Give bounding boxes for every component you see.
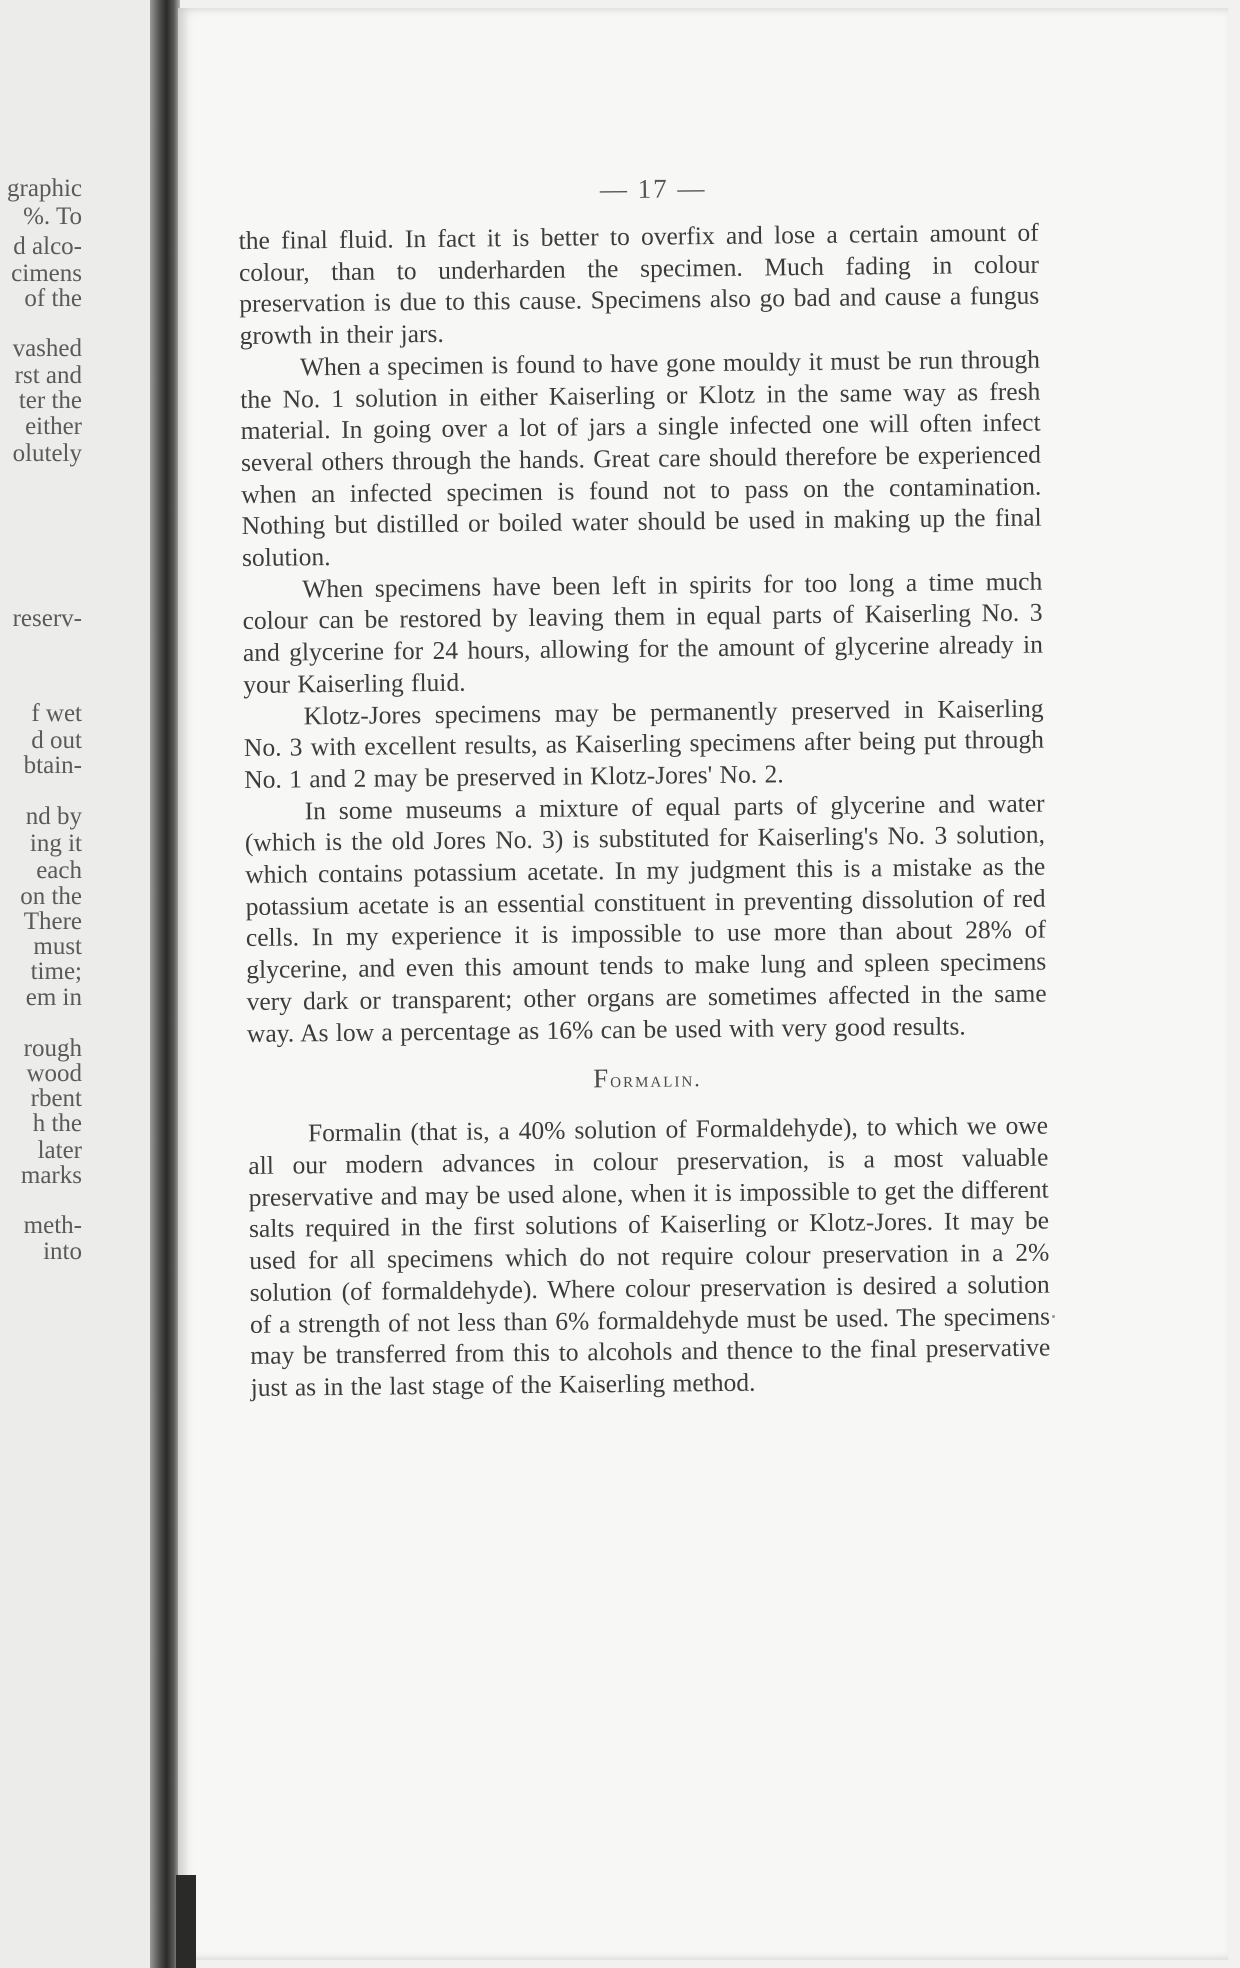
facing-page-fragment: into [43,1238,82,1265]
paragraph: the final fluid. In fact it is better to overfix and lose a certain amount of colour, than to underharden the specimen. Much fading in colour preservation is due to this cause. Specimens also go bad and cause a fungus growth in their jars. [238,217,1040,351]
paragraph: Formalin (that is, a 40% solution of Formaldehyde), to which we owe all our modern advances in colour preservation, is a most valuable preservative and may be used alone, when it is impossible to get the different salts required in the first solutions of Kaiserling or Klotz-Jores. It may be used for all specimens which do not require colour preservation in a 2% solution (of formaldehyde). Where colour preservation is desired a solution of a strength of not less than 6% formaldehyde must be used. The specimens may be transferred from this to alcohols and thence to the final preservative just as in the last stage of the Kaiserling method. [248,1110,1051,1402]
binding-edge [176,1875,196,1968]
facing-page-fragment: ing it [29,830,82,857]
facing-page-fragment: vashed [12,335,82,362]
facing-page-fragment: h the [32,1110,82,1137]
facing-page-fragment: rbent [30,1085,82,1112]
paragraph: In some museums a mixture of equal parts of glycerine and water (which is the old Jores No. 3) is substituted for Kaiserling's No. 3 solution, which contains potassium acetate. In my judgment this is a mistake as the potassium acetate is an essential constituent in preventing dissolution of red cells. In my experience it is impossible to use more than about 28% of glycerine, and even this amount tends to make lung and spleen specimens very dark or transparent; other organs are sometimes affected in the same way. As low a percentage as 16% can be used with very good results. [244,788,1047,1048]
facing-page-fragment: cimens [11,260,82,287]
paragraph: When specimens have been left in spirits for too long a time much colour can be restored by leaving them in equal parts of Kaiserling No. 3 and glycerine for 24 hours, allowing for the amount of glycerine already in your Kaiserling fluid. [242,566,1044,699]
facing-page-fragment: time; [30,958,82,985]
facing-page-fragment: wood [26,1060,82,1087]
facing-page-fragment: olutely [12,440,82,467]
facing-page-fragment: each [36,857,82,884]
paper-speck [1052,1315,1055,1318]
page-text-block [238,170,1051,1404]
paragraph: Klotz-Jores specimens may be permanently preserved in Kaiserling No. 3 with excellent results, as Kaiserling specimens after being put through No. 1 and 2 may be preserved in Klotz-Jores' No. 2. [243,693,1045,794]
facing-page-fragment: later [37,1137,82,1164]
facing-page-fragment: rst and [14,362,82,389]
facing-page [0,0,156,1968]
section-heading: Formalin. [593,1063,702,1094]
book-page [178,8,1228,1960]
paragraph: When a specimen is found to have gone mouldy it must be run through the No. 1 solution in either Kaiserling or Klotz in the same way as fresh material. In going over a lot of jars a single infected one will often infect several others through the hands. Great care should therefore be experienced when an infected specimen is found not to pass on the contamination. Nothing but distilled or boiled water should be used in making up the final solution. [240,344,1042,573]
facing-page-fragment: rough [23,1035,82,1062]
facing-page-fragment: %. To [23,203,82,230]
facing-page-fragment: either [25,413,82,440]
facing-page-fragment: btain- [23,752,82,779]
facing-page-fragment: nd by [25,803,82,830]
facing-page-fragment: d alco- [13,233,82,260]
facing-page-fragment: reserv- [12,605,82,632]
facing-page-fragment: on the [20,883,82,910]
facing-page-fragment: must [33,933,82,960]
facing-page-fragment: graphic [7,175,82,202]
facing-page-fragment: f wet [31,700,82,727]
facing-page-fragment: d out [31,727,82,754]
facing-page-fragment: marks [20,1162,82,1189]
page-number: — 17 — [599,173,707,205]
book-gutter [150,0,180,1968]
facing-page-fragment: There [23,908,82,935]
facing-page-fragment: meth- [23,1212,82,1239]
facing-page-fragment: of the [24,285,82,312]
facing-page-fragment: em in [25,984,82,1011]
facing-page-fragment: ter the [18,387,82,414]
